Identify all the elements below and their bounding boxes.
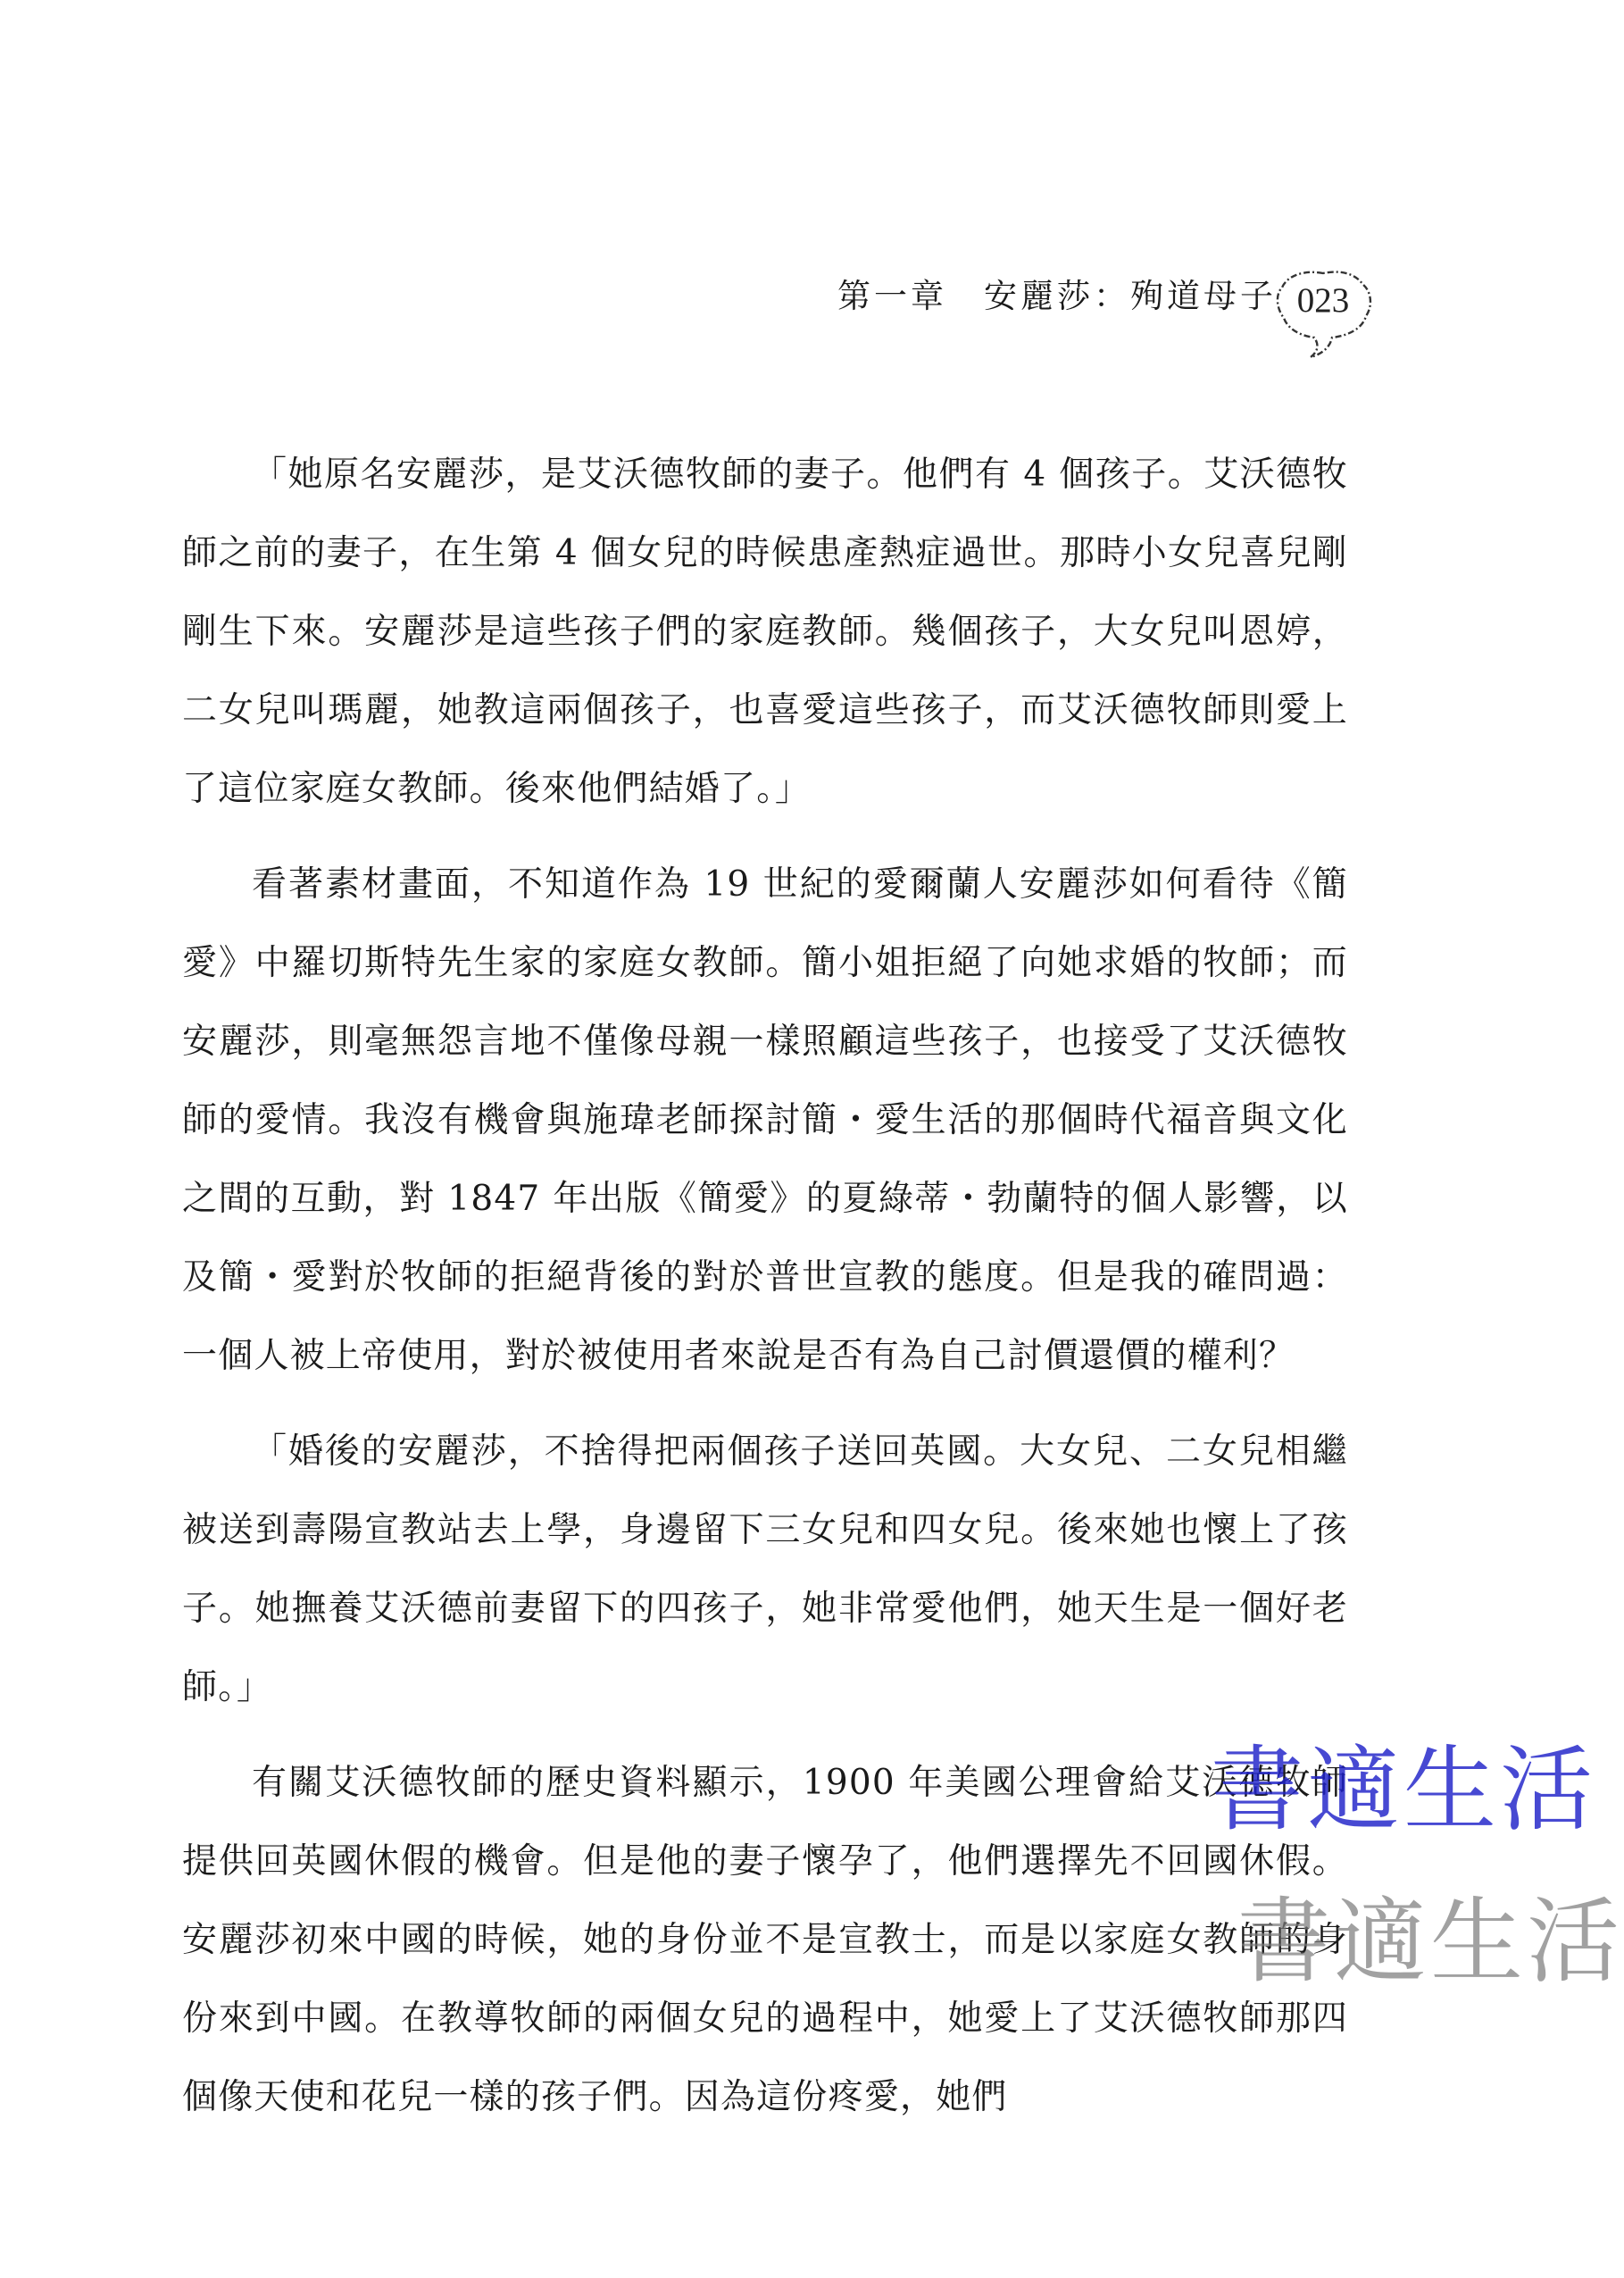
- running-header: [837, 264, 1409, 363]
- body-text: [182, 436, 1348, 2154]
- watermark-secondary: 書適生活: [1237, 1887, 1624, 1996]
- paragraph: 有關艾沃德牧師的歷史資料顯示，1900 年美國公理會給艾沃德牧師提供回英國休假的機會。但是他的妻子懷孕了，他們選擇先不回國休假。安麗莎初來中國的時候，她的身份並不是宣教士，而是以家庭女教師的身份來到中國。在教導牧師的兩個女兒的過程中，她愛上了艾沃德牧師那四個像天使和花兒一樣的孩子們。因為這份疼愛，她們: [182, 1763, 1348, 2117]
- paragraph: 看著素材畫面，不知道作為 19 世紀的愛爾蘭人安麗莎如何看待《簡愛》中羅切斯特先生家的家庭女教師。簡小姐拒絕了向她求婚的牧師；而安麗莎，則毫無怨言地不僅像母親一樣照顧這些孩子，也接受了艾沃德牧師的愛情。我沒有機會與施瑋老師探討簡・愛生活的那個時代福音與文化之間的互動，對 1847 年出版《簡愛》的夏綠蒂・勃蘭特的個人影響，以及簡・愛對於牧師的拒絕背後的對於普世宣教的態度。但是我的確問過：一個人被上帝使用，對於被使用者來說是否有為自己討價還價的權利？: [182, 864, 1348, 1376]
- chapter-title: 第一章 安麗莎：殉道母子: [837, 277, 1277, 315]
- paragraph: 「婚後的安麗莎，不捨得把兩個孩子送回英國。大女兒、二女兒相繼被送到壽陽宣教站去上學，身邊留下三女兒和四女兒。後來她也懷上了孩子。她撫養艾沃德前妻留下的四孩子，她非常愛他們，她天生是一個好老師。」: [182, 1431, 1348, 1707]
- page-number-badge: [1270, 264, 1377, 363]
- paragraph: 「她原名安麗莎，是艾沃德牧師的妻子。他們有 4 個孩子。艾沃德牧師之前的妻子，在生第 4 個女兒的時候患產熱症過世。那時小女兒喜兒剛剛生下來。安麗莎是這些孩子們的家庭教師。幾個孩子，大女兒叫恩婷，二女兒叫瑪麗，她教這兩個孩子，也喜愛這些孩子，而艾沃德牧師則愛上了這位家庭女教師。後來他們結婚了。」: [182, 455, 1348, 809]
- page-number: 023: [1296, 281, 1350, 320]
- watermark-primary: 書適生活: [1211, 1735, 1597, 1844]
